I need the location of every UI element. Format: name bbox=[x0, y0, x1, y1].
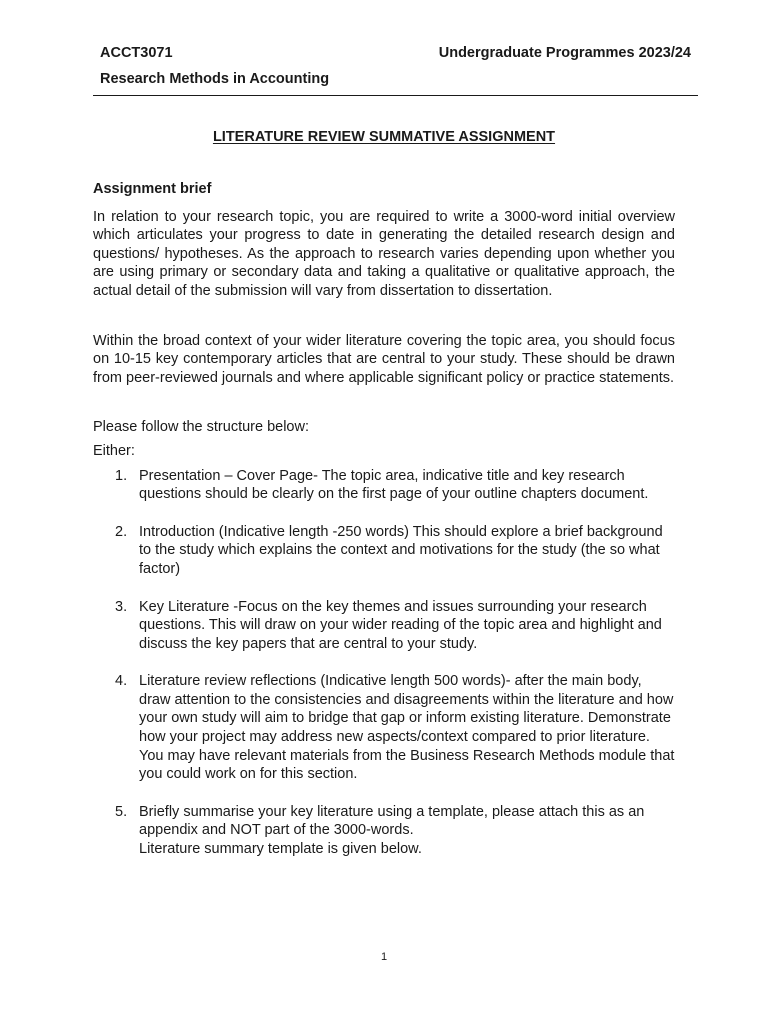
list-item bbox=[93, 598, 675, 654]
list-item-extra-text: Literature summary template is given below. bbox=[139, 841, 422, 858]
list-item-number: 4. bbox=[115, 673, 128, 690]
either-label: Either: bbox=[93, 442, 135, 459]
list-item bbox=[93, 803, 675, 859]
list-item bbox=[93, 672, 675, 784]
module-code: ACCT3071 bbox=[100, 45, 173, 61]
list-item bbox=[93, 467, 675, 504]
list-item bbox=[93, 523, 675, 579]
list-item-number: 5. bbox=[115, 803, 128, 820]
list-item-text: Briefly summarise your key literature using a template, please attach this as an appendix and NOT part of the 3000-words. bbox=[139, 803, 645, 839]
brief-paragraph-2: Within the broad context of your wider literature covering the topic area, you should focus on 10-15 key contemporary articles that are central to your study. These should be drawn from peer-reviewed journals and where applicable significant policy or practice statements. bbox=[93, 332, 675, 386]
list-item-text: Introduction (Indicative length -250 words) This should explore a brief background to the study which explains the context and motivations for the study (the so what factor) bbox=[139, 523, 663, 577]
list-item-text: Literature review reflections (Indicative length 500 words)- after the main body, draw attention to the consistencies and disagreements within the literature and how your own study will aim to bridge that gap or inform existing literature. Demonstrate how your project may address new aspects/context compared to prior literature. You may have relevant materials from the Business Research Methods module that you could work on for this section. bbox=[139, 673, 675, 783]
list-item-text: Key Literature -Focus on the key themes and issues surrounding your research questions. This will draw on your wider reading of the topic area and highlight and discuss the key papers that are central to your study. bbox=[139, 598, 662, 652]
document-title: LITERATURE REVIEW SUMMATIVE ASSIGNMENT bbox=[212, 129, 556, 145]
page-number: 1 bbox=[380, 951, 388, 963]
page-header bbox=[93, 40, 698, 96]
document-body bbox=[93, 180, 675, 878]
structure-intro: Please follow the structure below: bbox=[93, 419, 309, 436]
module-title: Research Methods in Accounting bbox=[100, 71, 330, 87]
list-item-text: Presentation – Cover Page- The topic area, indicative title and key research questions should be clearly on the first page of your outline chapters document. bbox=[139, 467, 649, 503]
assignment-brief-heading: Assignment brief bbox=[93, 181, 212, 197]
list-item-number: 1. bbox=[115, 467, 128, 484]
structure-list bbox=[93, 467, 675, 859]
list-item-number: 2. bbox=[115, 523, 128, 540]
programme-label: Undergraduate Programmes 2023/24 bbox=[438, 45, 691, 61]
brief-paragraph-1: In relation to your research topic, you are required to write a 3000-word initial overview which articulates your progress to date in generating the detailed research design and questions/ hypotheses. As the approach to research varies depending upon whether you are using primary or secondary data and taking a qualitative or qualitative approach, the actual detail of the submission will vary from dissertation to dissertation. bbox=[93, 208, 675, 299]
list-item-number: 3. bbox=[115, 598, 128, 615]
